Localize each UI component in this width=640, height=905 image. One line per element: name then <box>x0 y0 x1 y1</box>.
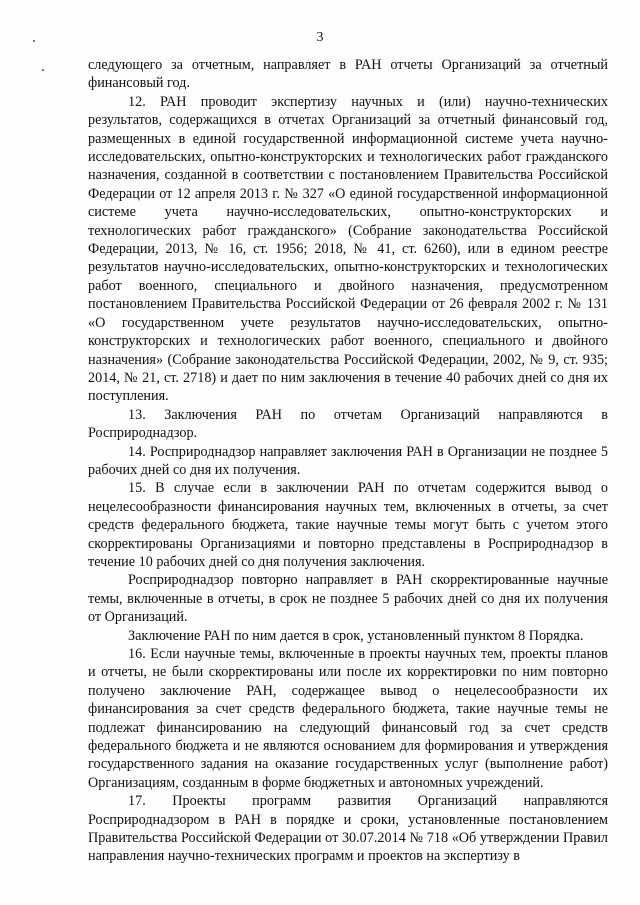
scan-speck <box>33 40 35 42</box>
paragraph-15-resubmission: Росприроднадзор повторно направляет в РАН скорректированные научные темы, включенные в отчеты, в срок не позднее 5 рабочих дней со дня их получения от Организаций. <box>88 572 608 626</box>
paragraph-17: 17. Проекты программ развития Организаций направляются Росприроднадзором в РАН в порядке и сроки, установленные постановлением Правительства Российской Федерации от 30.07.2014 № 718 «Об утверждении Правил направления научно-технических программ и проектов на экспертизу в <box>88 793 608 865</box>
paragraph-13: 13. Заключения РАН по отчетам Организаций направляются в Росприроднадзор. <box>88 406 608 442</box>
paragraph-continuation: следующего за отчетным, направляет в РАН отчеты Организаций за отчетный финансовый год. <box>88 57 608 92</box>
document-body <box>88 56 608 866</box>
scan-speck <box>42 69 44 71</box>
paragraph-12: 12. РАН проводит экспертизу научных и (или) научно-технических результатов, содержащихся в отчетах Организаций за отчетный финансовый год, размещенных в единой государственной информационной системе учета научно-исследовательских, опытно-конструкторских и технологических работ гражданского назначения, созданной в соответствии с постановлением Правительства Российской Федерации от 12 апреля 2013 г. № 327 «О единой государственной информационной системе учета научно-исследовательских, опытно-конструкторских и технологических работ гражданского» (Собрание законодательства Российской Федерации, 2013, № 16, ст. 1956; 2018, № 41, ст. 6260), или в едином реестре результатов научно-исследовательских, опытно-конструкторских и технологических работ военного, специального и двойного назначения, предусмотренном постановлением Правительства Российской Федерации от 26 февраля 2002 г. № 131 «О государственном учете результатов научно-исследовательских, опытно-конструкторских и технологических работ военного, специального и двойного назначения» (Собрание законодательства Российской Федерации, 2002, № 9, ст. 935; 2014, № 21, ст. 2718) и дает по ним заключения в течение 40 рабочих дней со дня их поступления. <box>88 93 608 405</box>
paragraph-15: 15. В случае если в заключении РАН по отчетам содержится вывод о нецелесообразности финансирования научных тем, включенных в отчеты, за счет средств федерального бюджета, такие научные темы могут быть с учетом этого скорректированы Организациями и повторно представлены в Росприроднадзор в течение 10 рабочих дней со дня получения заключения. <box>88 480 608 570</box>
paragraph-15-conclusion-term: Заключение РАН по ним дается в срок, установленный пунктом 8 Порядка. <box>128 627 584 644</box>
paragraph-16: 16. Если научные темы, включенные в проекты научных тем, проекты планов и отчеты, не были скорректированы или после их корректировки по ним повторно получено заключение РАН, содержащее вывод о нецелесообразности их финансирования за счет средств федерального бюджета, такие научные темы не подлежат финансированию на следующий финансовый год за счет средств федерального бюджета и не являются основанием для формирования и утверждения государственного задания на оказание государственных услуг (выполнение работ) Организациям, созданным в форме бюджетных и автономных учреждений. <box>88 646 608 791</box>
page-number: 3 <box>316 30 324 45</box>
paragraph-14: 14. Росприроднадзор направляет заключения РАН в Организации не позднее 5 рабочих дней со дня их получения. <box>88 443 608 478</box>
